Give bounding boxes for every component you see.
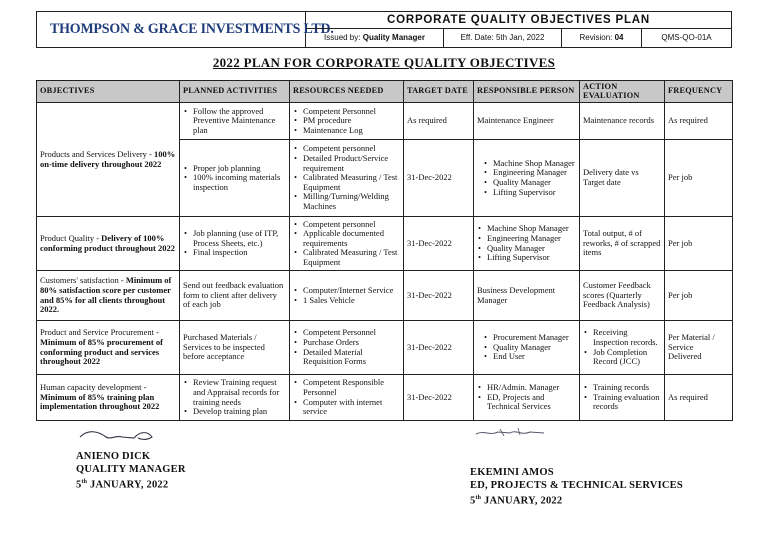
list-item: • Engineering Manager bbox=[483, 168, 576, 178]
issued-by bbox=[306, 29, 443, 47]
list-item: • Job Completion Record (JCC) bbox=[583, 348, 661, 367]
revision-value: 04 bbox=[614, 33, 624, 42]
list-item: • Engineering Manager bbox=[477, 234, 576, 244]
header-action-evaluation: ACTION EVALUATION bbox=[580, 81, 665, 103]
handwritten-signature-left bbox=[76, 425, 160, 445]
objective-target: Minimum of 85% training plan implementation throughout 2022 bbox=[40, 391, 160, 412]
evaluation-cell bbox=[580, 321, 665, 375]
list-item: • Quality Manager bbox=[477, 244, 576, 254]
table-row bbox=[37, 217, 733, 271]
objective-text: Products and Services Delivery - bbox=[40, 148, 152, 159]
resources-cell bbox=[290, 375, 404, 421]
issued-by-label: Issued by: bbox=[324, 33, 361, 42]
target-date-cell: 31-Dec-2022 bbox=[404, 271, 474, 321]
evaluation-cell: Customer Feedback scores (Quarterly Feedback Analysis) bbox=[580, 271, 665, 321]
objective-cell bbox=[37, 103, 180, 217]
activities-cell bbox=[180, 103, 290, 140]
list-item: • Purchase Orders bbox=[293, 338, 400, 348]
plan-title: 2022 PLAN FOR CORPORATE QUALITY OBJECTIVES bbox=[212, 55, 556, 70]
list-item: • Competent Personnel bbox=[293, 107, 400, 117]
list-item: • Machine Shop Manager bbox=[483, 159, 576, 169]
objective-target: Minimum of 80% satisfaction score per customer and 85% for all clients throughout 2022. bbox=[40, 275, 172, 315]
list-item: • Lifting Supervisor bbox=[477, 253, 576, 263]
list-item: • Machine Shop Manager bbox=[477, 224, 576, 234]
list-item: • Lifting Supervisor bbox=[483, 188, 576, 198]
evaluation-cell bbox=[580, 375, 665, 421]
frequency-cell: Per Material / Service Delivered bbox=[665, 321, 733, 375]
objective-cell bbox=[37, 321, 180, 375]
table-row bbox=[37, 271, 733, 321]
header-resources-needed: RESOURCES NEEDED bbox=[290, 81, 404, 103]
list-item: • Calibrated Measuring / Test Equipment bbox=[293, 173, 400, 192]
resources-cell bbox=[290, 140, 404, 217]
signatory-name: EKEMINI AMOS bbox=[470, 467, 554, 478]
table-row bbox=[37, 375, 733, 421]
evaluation-cell: Total output, # of reworks, # of scrapped items bbox=[580, 217, 665, 271]
objective-text: Product Quality - bbox=[40, 232, 100, 243]
list-item: • Maintenance Log bbox=[293, 126, 400, 136]
list-item: • Review Training request and Appraisal records for training needs bbox=[183, 378, 286, 407]
objective-text: Human capacity development - bbox=[40, 382, 147, 393]
objective-cell bbox=[37, 271, 180, 321]
frequency-cell: As required bbox=[665, 375, 733, 421]
document-code: QMS-QO-01A bbox=[641, 29, 731, 47]
objective-cell bbox=[37, 217, 180, 271]
list-item: • Computer with internet service bbox=[293, 398, 400, 417]
handwritten-signature-right bbox=[470, 424, 554, 442]
list-item: • Quality Manager bbox=[483, 178, 576, 188]
list-item: • Training evaluation records bbox=[583, 393, 661, 412]
company-logo bbox=[37, 12, 334, 47]
document-title: CORPORATE QUALITY OBJECTIVES PLAN bbox=[306, 12, 731, 29]
table-row bbox=[37, 321, 733, 375]
signature-block-right bbox=[470, 424, 683, 508]
list-item: • Job planning (use of ITP, Process Sheets, etc.) bbox=[183, 229, 286, 248]
evaluation-cell: Maintenance records bbox=[580, 103, 665, 140]
activities-cell: Purchased Materials / Services to be inspected before acceptance bbox=[180, 321, 290, 375]
list-item: • ED, Projects and Technical Services bbox=[477, 393, 576, 412]
signatory-name: ANIENO DICK bbox=[76, 451, 151, 462]
responsible-cell bbox=[474, 321, 580, 375]
list-item: • Quality Manager bbox=[483, 343, 576, 353]
activities-cell bbox=[180, 140, 290, 217]
list-item: • Detailed Product/Service requirement bbox=[293, 154, 400, 173]
issued-by-value: Quality Manager bbox=[362, 33, 425, 42]
resources-cell bbox=[290, 321, 404, 375]
list-item: • Training records bbox=[583, 383, 661, 393]
resources-cell bbox=[290, 271, 404, 321]
list-item: • Competent Personnel bbox=[293, 328, 400, 338]
responsible-cell: Business Development Manager bbox=[474, 271, 580, 321]
responsible-cell bbox=[474, 217, 580, 271]
objective-target: Delivery of 100% conforming product throughout 2022 bbox=[40, 232, 175, 253]
list-item: • Proper job planning bbox=[183, 164, 286, 174]
activities-cell bbox=[180, 375, 290, 421]
frequency-cell: Per job bbox=[665, 140, 733, 217]
frequency-cell: As required bbox=[665, 103, 733, 140]
resources-cell bbox=[290, 103, 404, 140]
target-date-cell: 31-Dec-2022 bbox=[404, 375, 474, 421]
list-item: • 100% incoming materials inspection bbox=[183, 173, 286, 192]
document-header bbox=[36, 11, 732, 48]
list-item: • Calibrated Measuring / Test Equipment bbox=[293, 248, 400, 267]
revision bbox=[561, 29, 641, 47]
list-item: • Final inspection bbox=[183, 248, 286, 258]
target-date-cell: As required bbox=[404, 103, 474, 140]
list-item: • Procurement Manager bbox=[483, 333, 576, 343]
responsible-cell bbox=[474, 140, 580, 217]
target-date-cell: 31-Dec-2022 bbox=[404, 217, 474, 271]
list-item: • PM procedure bbox=[293, 116, 400, 126]
signature-block-left bbox=[76, 425, 186, 492]
table-row bbox=[37, 103, 733, 140]
resources-cell bbox=[290, 217, 404, 271]
list-item: • 1 Sales Vehicle bbox=[293, 296, 400, 306]
list-item: • Receiving Inspection records. bbox=[583, 328, 661, 347]
objective-text: Product and Service Procurement - bbox=[40, 327, 159, 338]
header-target-date: TARGET DATE bbox=[404, 81, 474, 103]
revision-label: Revision: bbox=[579, 33, 613, 42]
header-frequency: FREQUENCY bbox=[665, 81, 733, 103]
responsible-cell bbox=[474, 375, 580, 421]
signature-date: 5th JANUARY, 2022 bbox=[470, 495, 563, 507]
table-header-row bbox=[37, 81, 733, 103]
effective-date: Eff. Date: 5th Jan, 2022 bbox=[443, 29, 561, 47]
list-item: • HR/Admin. Manager bbox=[477, 383, 576, 393]
activities-cell: Send out feedback evaluation form to client after delivery of each job bbox=[180, 271, 290, 321]
list-item: • Detailed Material Requisition Forms bbox=[293, 348, 400, 367]
frequency-cell: Per job bbox=[665, 271, 733, 321]
responsible-cell: Maintenance Engineer bbox=[474, 103, 580, 140]
list-item: • Competent personnel bbox=[293, 144, 400, 154]
activities-cell bbox=[180, 217, 290, 271]
target-date-cell: 31-Dec-2022 bbox=[404, 140, 474, 217]
list-item: • Applicable documented requirements bbox=[293, 229, 400, 248]
target-date-cell: 31-Dec-2022 bbox=[404, 321, 474, 375]
objective-text: Customers' satisfaction - bbox=[40, 275, 124, 286]
list-item: • Follow the approved Preventive Maintenance plan bbox=[183, 107, 286, 136]
list-item: • Computer/Internet Service bbox=[293, 286, 400, 296]
header-planned-activities: PLANNED ACTIVITIES bbox=[180, 81, 290, 103]
header-objectives: OBJECTIVES bbox=[37, 81, 180, 103]
objective-cell bbox=[37, 375, 180, 421]
list-item: • End User bbox=[483, 352, 576, 362]
quality-objectives-table bbox=[36, 80, 733, 421]
objective-target: 100% on-time delivery throughout 2022 bbox=[40, 148, 176, 169]
objective-target: Minimum of 85% procurement of conforming product and services throughout 2022 bbox=[40, 336, 163, 367]
frequency-cell: Per job bbox=[665, 217, 733, 271]
signature-date: 5th JANUARY, 2022 bbox=[76, 479, 169, 491]
company-name: THOMPSON & GRACE INVESTMENTS LTD. bbox=[50, 21, 334, 37]
signatory-title: QUALITY MANAGER bbox=[76, 464, 186, 475]
list-item: • Competent Responsible Personnel bbox=[293, 378, 400, 397]
signatory-title: ED, PROJECTS & TECHNICAL SERVICES bbox=[470, 480, 683, 491]
header-responsible-person: RESPONSIBLE PERSON bbox=[474, 81, 580, 103]
list-item: • Milling/Turning/Welding Machines bbox=[293, 192, 400, 211]
list-item: • Develop training plan bbox=[183, 407, 286, 417]
list-item: • Competent personnel bbox=[293, 220, 400, 230]
evaluation-cell: Delivery date vs Target date bbox=[580, 140, 665, 217]
